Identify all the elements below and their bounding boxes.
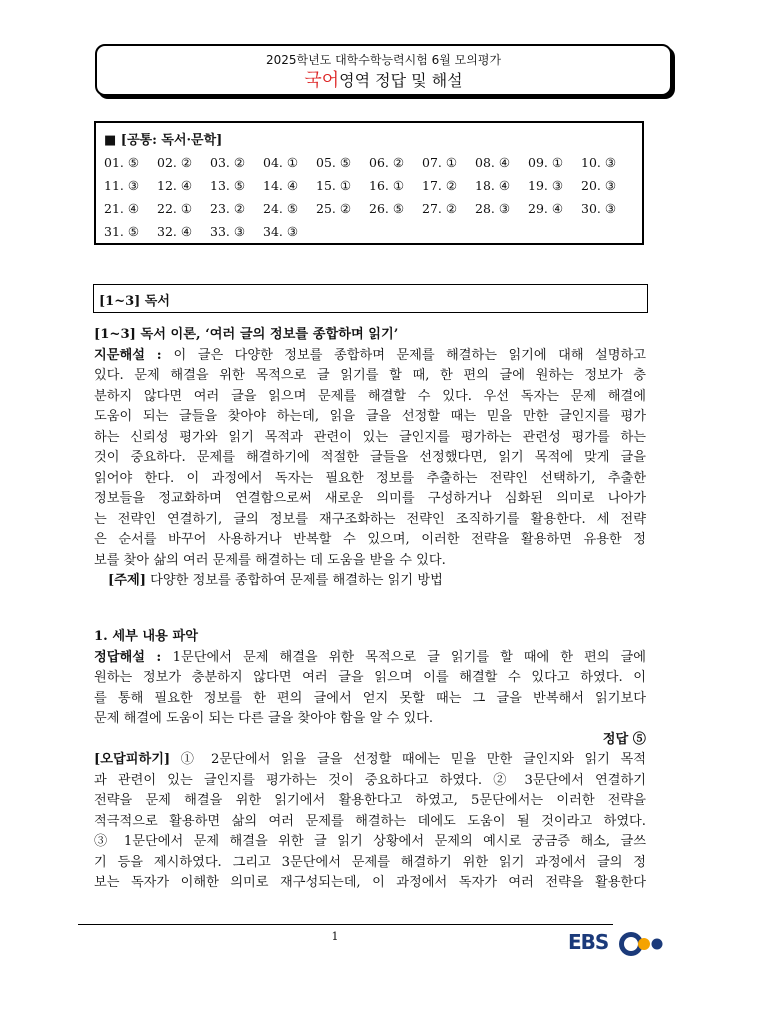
text-line xyxy=(94,448,646,469)
line-text: 분하지 않다면 여러 글을 읽으며 문제를 해결할 수 있다. 우선 독자는 문제 해결에 xyxy=(94,388,646,404)
answer-cell: 01. ⑤ xyxy=(104,155,140,170)
answer-cell: 19. ③ xyxy=(528,178,564,193)
line-text: 기 등을 제시하였다. 그리고 3문단에서 문제를 해결하기 위한 읽기 과정에서 글의 정 xyxy=(94,854,646,870)
answer-row xyxy=(104,201,634,216)
answer-row xyxy=(104,178,634,193)
text-line xyxy=(94,530,646,551)
line-text: 도움이 되는 글들을 찾아야 하는데, 읽을 글을 선정할 때는 믿을 만한 글인지를 평가 xyxy=(94,409,646,424)
answer-cell: 21. ④ xyxy=(104,201,140,216)
page-number: 1 xyxy=(331,930,339,943)
text-line xyxy=(94,832,646,853)
answer-cell: 27. ② xyxy=(422,201,458,216)
text-line xyxy=(94,812,646,833)
text-line xyxy=(94,853,646,874)
answer-cell: 20. ③ xyxy=(581,178,617,193)
text-line xyxy=(94,551,646,572)
answer-row xyxy=(104,155,634,170)
line-text: 하는 신뢰성 평가와 읽기 목적과 관련이 있는 글인지를 평가하는 관련성 평가를 하는 xyxy=(94,429,646,445)
line-text: 를 통해 필요한 정보를 한 편의 글에서 얻지 못할 때는 그 글을 반복해서 읽기보다 xyxy=(94,690,646,706)
section-label: [1~3] 독서 xyxy=(99,294,170,309)
text-line xyxy=(94,407,646,428)
text-line xyxy=(94,346,646,367)
answer-cell: 28. ③ xyxy=(475,201,511,216)
answer-cell: 11. ③ xyxy=(104,178,140,193)
theme-label: [주제] xyxy=(108,573,146,588)
answer-cell: 26. ⑤ xyxy=(369,201,405,216)
title-rest: 영역 정답 및 해설 xyxy=(339,71,463,90)
text-line xyxy=(94,366,646,387)
text-line xyxy=(94,750,646,771)
answer-cell: 18. ④ xyxy=(475,178,511,193)
line-text: 보를 찾아 삶의 여러 문제를 해결하는 데 도움을 받을 수 있다. xyxy=(94,552,446,568)
text-line xyxy=(94,489,646,510)
answer-row xyxy=(104,224,316,239)
answer-cell: 08. ④ xyxy=(475,155,511,170)
answer-label: 정답 ⑤ xyxy=(602,731,646,747)
answer-cell: 34. ③ xyxy=(263,224,299,239)
answer-cell: 09. ① xyxy=(528,155,564,170)
theme-line xyxy=(94,571,646,592)
line-text: 읽어야 한다. 이 과정에서 독자는 필요한 정보를 추출하는 전략인 선택하기, 추출한 xyxy=(94,470,646,486)
text-line xyxy=(94,668,646,689)
question-title: 1. 세부 내용 파악 xyxy=(94,629,198,644)
answer-key-box xyxy=(94,121,644,245)
text-line xyxy=(94,469,646,490)
text-line xyxy=(94,510,646,531)
answer-cell: 30. ③ xyxy=(581,201,617,216)
line-text: 은 순서를 바꾸어 사용하거나 반복할 수 있으며, 이러한 전략을 활용하면 유용한 정 xyxy=(94,532,646,547)
answer-cell: 05. ⑤ xyxy=(316,155,352,170)
answer-cell: 29. ④ xyxy=(528,201,564,216)
passage-commentary xyxy=(94,325,646,592)
answer-cell: 15. ① xyxy=(316,178,352,193)
text-line xyxy=(94,873,646,894)
text-line xyxy=(94,428,646,449)
answer-cell: 07. ① xyxy=(422,155,458,170)
line-text: 는 전략인 연결하기, 글의 정보를 재구조화하는 전략인 조직하기를 활용한다. 세 전략 xyxy=(94,511,646,527)
answer-cell: 17. ② xyxy=(422,178,458,193)
answer-cell: 23. ② xyxy=(210,201,246,216)
line-text: 전략을 문제 해결을 위한 읽기에서 활용한다고 하였고, 5문단에서는 이러한 전략을 xyxy=(94,793,646,808)
answer-cell: 10. ③ xyxy=(581,155,617,170)
answer-cell: 25. ② xyxy=(316,201,352,216)
passage-title: [1~3] 독서 이론, ‘여러 글의 정보를 종합하며 읽기’ xyxy=(94,327,399,342)
label: 지문해설 : xyxy=(94,347,174,363)
title-box xyxy=(95,44,672,96)
line-text: 것이 중요하다. 문제를 해결하기에 적절한 글들을 선정했다면, 읽기 목적에 맞게 글을 xyxy=(94,450,646,465)
answer-cell: 33. ③ xyxy=(210,224,246,239)
footer-divider xyxy=(78,924,613,925)
exam-name: 2025학년도 대학수학능력시험 6월 모의평가 xyxy=(265,53,502,67)
ebs-logo-icon xyxy=(618,931,670,957)
answer-cell: 12. ④ xyxy=(157,178,193,193)
text-line xyxy=(94,689,646,710)
answer-cell: 02. ② xyxy=(157,155,193,170)
subject-name: 국어 xyxy=(304,70,340,91)
answer-cell: 04. ① xyxy=(263,155,299,170)
answer-cell: 24. ⑤ xyxy=(263,201,299,216)
answer-cell: 14. ④ xyxy=(263,178,299,193)
line-text: 정보들을 정교화하며 연결함으로써 새로운 의미를 구성하거나 심화된 의미로 나아가 xyxy=(94,491,646,506)
answer-cell: 16. ① xyxy=(369,178,405,193)
answer-cell: 32. ④ xyxy=(157,224,193,239)
text-line xyxy=(94,709,646,730)
text-line xyxy=(94,387,646,408)
text-line xyxy=(94,791,646,812)
line-text: 원하는 정보가 충분하지 않다면 여러 글을 읽으며 이를 해결할 수 있다고 하였다. 이 xyxy=(94,670,646,685)
label: [오답피하기] xyxy=(94,752,171,767)
question-1-commentary xyxy=(94,627,646,894)
line-text: 보는 독자가 이해한 의미로 재구성되는데, 이 과정에서 독자가 여러 전략을 활용한다 xyxy=(94,875,646,890)
answer-cell: 06. ② xyxy=(369,155,405,170)
line-text: ① 2문단에서 읽을 글을 선정할 때에는 믿을 만한 글인지와 읽기 목적 xyxy=(170,752,646,767)
answer-cell: 13. ⑤ xyxy=(210,178,246,193)
text-line xyxy=(94,648,646,669)
answer-key-heading: ■ [공통: 독서·문학] xyxy=(104,133,223,148)
answer-cell: 31. ⑤ xyxy=(104,224,140,239)
ebs-logo-text: EBS xyxy=(568,930,609,954)
line-text: 1문단에서 문제 해결을 위한 목적으로 글 읽기를 할 때에 한 편의 글에 xyxy=(172,649,646,665)
text-line xyxy=(94,771,646,792)
theme-text: 다양한 정보를 종합하여 문제를 해결하는 읽기 방법 xyxy=(145,573,443,588)
section-header xyxy=(93,284,648,313)
answer-cell: 03. ② xyxy=(210,155,246,170)
line-text: 있다. 문제 해결을 위한 목적으로 글 읽기를 할 때, 한 편의 글에 원하는 정보가 충 xyxy=(94,368,646,383)
line-text: 문제 해결에 도움이 되는 다른 글을 찾아야 함을 알 수 있다. xyxy=(94,711,434,726)
line-text: ③ 1문단에서 문제 해결을 위한 글 읽기 상황에서 문제의 예시로 궁금증 해소, 글쓰 xyxy=(94,834,646,849)
page-title xyxy=(97,66,670,92)
answer-cell: 22. ① xyxy=(157,201,193,216)
line-text: 과 관련이 있는 글인지를 평가하는 것이 중요하다고 하였다. ② 3문단에서 연결하기 xyxy=(94,772,646,788)
line-text: 이 글은 다양한 정보를 종합하며 문제를 해결하는 읽기에 대해 설명하고 xyxy=(173,347,646,363)
label: 정답해설 : xyxy=(94,649,173,665)
line-text: 적극적으로 활용하면 삶의 여러 문제를 해결하는 데에도 도움이 될 것이라고 하였다. xyxy=(94,813,646,829)
